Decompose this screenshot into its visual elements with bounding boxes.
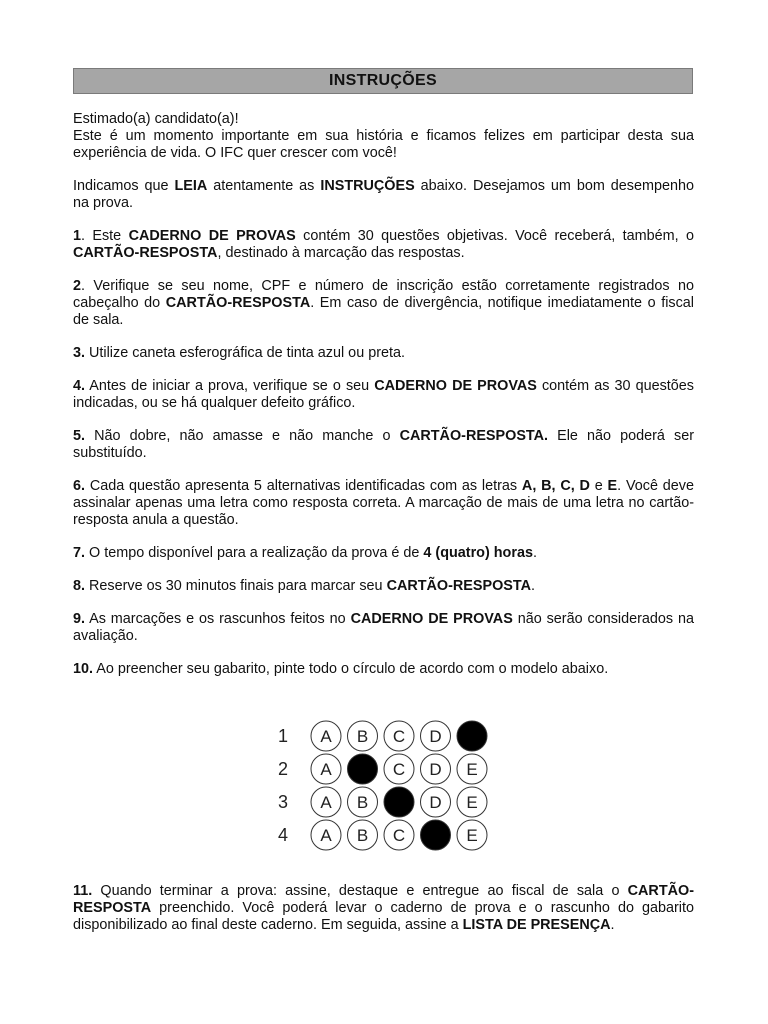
- emphasis: CARTÃO-RESPOSTA: [73, 883, 694, 916]
- option-letter: D: [429, 760, 442, 779]
- option-bubble-filled: [421, 820, 451, 850]
- text-fragment: Não dobre, não amasse e não manche o: [85, 428, 400, 444]
- item-number: 8.: [73, 578, 86, 594]
- item-number: 4.: [73, 378, 86, 394]
- option-bubble-filled: [348, 754, 378, 784]
- text-fragment: .: [610, 917, 615, 933]
- emphasis: CARTÃO-RESPOSTA: [165, 295, 311, 311]
- option-letter: A: [320, 793, 332, 812]
- emphasis: E: [607, 478, 618, 494]
- instruction-item-6: [73, 478, 694, 529]
- emphasis: CADERNO DE PROVAS: [128, 228, 296, 244]
- text-fragment: Ao preencher seu gabarito, pinte todo o círculo de acordo com o modelo abaixo.: [93, 661, 609, 677]
- item-number: 6.: [73, 478, 86, 494]
- option-letter: C: [392, 760, 406, 779]
- text-fragment: Ele não poderá ser substituído.: [73, 428, 694, 461]
- emphasis: CADERNO DE PROVAS: [350, 611, 513, 627]
- item-number: 11.: [73, 883, 93, 899]
- item-number: 9.: [73, 611, 86, 627]
- answer-sheet-model: [270, 719, 500, 859]
- text-fragment: contém 30 questões objetivas. Você receberá, também, o: [295, 228, 695, 244]
- instruction-item-2: [73, 278, 694, 329]
- instruction-item-10: [73, 661, 694, 678]
- instruction-item-5: [73, 428, 694, 462]
- instruction-item-9: [73, 611, 694, 645]
- item-number: 1: [73, 228, 82, 244]
- option-letter: C: [392, 727, 406, 746]
- emphasis: CADERNO DE PROVAS: [374, 378, 537, 394]
- option-letter: D: [429, 727, 442, 746]
- item-number: 10.: [73, 661, 94, 677]
- emphasis: A, B, C, D: [521, 478, 590, 494]
- option-letter: A: [320, 760, 332, 779]
- option-letter: E: [466, 760, 478, 779]
- answer-row-2: [278, 754, 487, 784]
- answer-model-figure: [270, 719, 500, 859]
- row-number: 4: [277, 825, 289, 845]
- item-number: 5.: [73, 428, 86, 444]
- text-fragment: preenchido. Você poderá levar o caderno de prova e o rascunho do gabarito disponibilizado ao final deste caderno. Em seguida, assine a: [73, 900, 694, 933]
- option-letter: E: [466, 826, 478, 845]
- row-number: 3: [277, 792, 289, 812]
- text-fragment: . Em caso de divergência, notifique imediatamente o fiscal de sala.: [73, 295, 694, 328]
- text-fragment: contém as 30 questões indicadas, ou se há qualquer defeito gráfico.: [73, 378, 694, 411]
- instructions-body: [73, 111, 694, 694]
- instructions-header: [73, 68, 693, 94]
- instruction-item-8: [73, 578, 694, 595]
- emphasis: CARTÃO-RESPOSTA: [386, 578, 532, 594]
- text-fragment: abaixo. Desejamos um bom desempenho na prova.: [73, 178, 695, 211]
- option-letter: D: [429, 793, 442, 812]
- answer-row-4: [278, 820, 487, 850]
- greeting: Estimado(a) candidato(a)!: [73, 111, 239, 127]
- read-instructions-paragraph: [73, 178, 694, 212]
- option-letter: B: [356, 793, 369, 812]
- option-letter: B: [356, 727, 369, 746]
- instruction-item-4: [73, 378, 694, 412]
- item-number: 3.: [73, 345, 86, 361]
- instruction-item-1: [73, 228, 694, 262]
- instruction-item-7: [73, 545, 694, 562]
- instruction-item-11: [73, 883, 694, 934]
- item-number: 7.: [73, 545, 86, 561]
- option-bubble-filled: [457, 721, 487, 751]
- row-number: 2: [277, 759, 289, 779]
- emphasis: CARTÃO-RESPOSTA: [73, 245, 218, 261]
- text-fragment: e: [589, 478, 608, 494]
- emphasis: 4 (quatro) horas: [423, 545, 533, 561]
- option-letter: A: [320, 727, 332, 746]
- option-letter: E: [466, 793, 478, 812]
- emphasis: LEIA: [174, 178, 208, 194]
- text-fragment: . Este: [81, 228, 129, 244]
- option-letter: A: [320, 826, 332, 845]
- emphasis: LISTA DE PRESENÇA: [462, 917, 611, 933]
- text-fragment: Utilize caneta esferográfica de tinta azul ou preta.: [85, 345, 405, 361]
- emphasis: INSTRUÇÕES: [320, 178, 415, 194]
- text-fragment: O tempo disponível para a realização da prova é de: [85, 545, 424, 561]
- answer-row-3: [278, 787, 487, 817]
- intro-paragraph: [73, 111, 694, 162]
- instruction-item-3: [73, 345, 694, 362]
- text-fragment: As marcações e os rascunhos feitos no: [85, 611, 351, 627]
- text-fragment: Quando terminar a prova: assine, destaque e entregue ao fiscal de sala o: [92, 883, 628, 899]
- option-bubble-filled: [384, 787, 414, 817]
- row-number: 1: [277, 726, 289, 746]
- text-fragment: Cada questão apresenta 5 alternativas identificadas com as letras: [85, 478, 522, 494]
- text-fragment: . Verifique se seu nome, CPF e número de inscrição estão corretamente registrados no cabeçalho do: [73, 278, 694, 311]
- emphasis: CARTÃO-RESPOSTA.: [399, 428, 549, 444]
- answer-row-1: [278, 721, 487, 751]
- text-fragment: Reserve os 30 minutos finais para marcar seu: [85, 578, 387, 594]
- text-fragment: Antes de iniciar a prova, verifique se o seu: [85, 378, 375, 394]
- text-fragment: .: [532, 545, 537, 561]
- text-fragment: , destinado à marcação das respostas.: [217, 245, 465, 261]
- text-fragment: não serão considerados na avaliação.: [73, 611, 695, 644]
- option-letter: C: [392, 826, 406, 845]
- intro-text: Este é um momento importante em sua história e ficamos felizes em participar desta sua experiência de vida. O IFC quer crescer com você!: [73, 128, 694, 161]
- item-number: 2: [73, 278, 82, 294]
- text-fragment: . Você deve assinalar apenas uma letra como resposta correta. A marcação de mais de uma letra no cartão-resposta anula a questão.: [73, 478, 694, 528]
- option-letter: B: [356, 826, 369, 845]
- text-fragment: .: [531, 578, 536, 594]
- text-fragment: Indicamos que: [73, 178, 175, 194]
- header-title: INSTRUÇÕES: [329, 72, 437, 89]
- text-fragment: atentamente as: [207, 178, 321, 194]
